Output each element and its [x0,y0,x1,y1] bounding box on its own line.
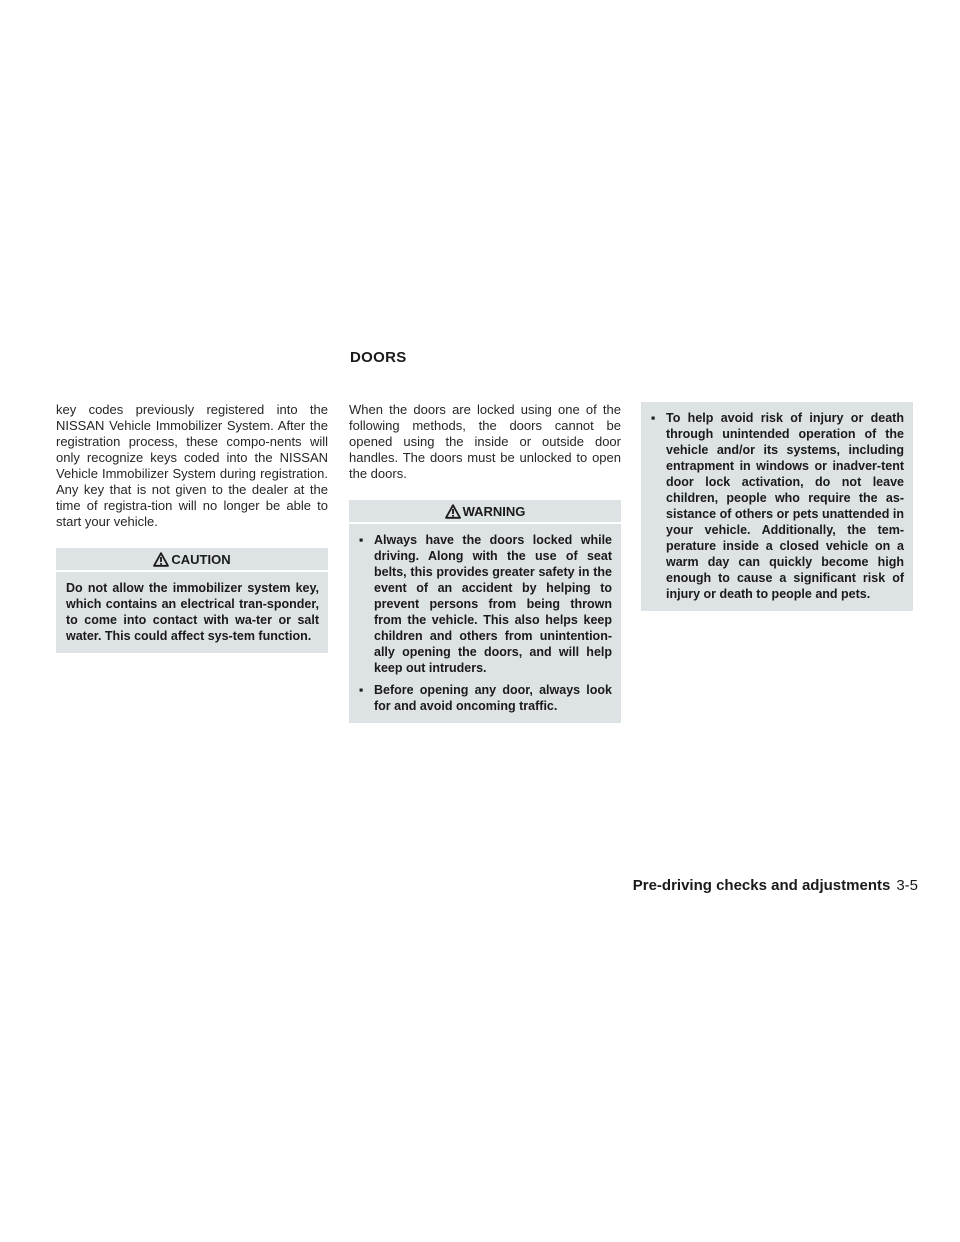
warning-label: WARNING [462,503,526,519]
warning-triangle-icon [153,552,169,567]
list-item [651,410,904,602]
footer-section-title: Pre-driving checks and adjustments [632,877,891,894]
warning-list [359,532,612,714]
page-footer [633,877,918,894]
section-heading: DOORS [350,349,407,366]
caution-label: CAUTION [171,551,231,567]
list-item [359,532,612,676]
warning-triangle-icon [445,504,461,519]
warning-list [651,410,904,602]
warning-body [641,402,913,611]
caution-header [56,548,328,572]
caution-text: Do not allow the immobilizer system key, which contains an electrical tran-sponder, to come into contact with wa-ter or salt water. This could affect sys-tem function. [66,581,319,643]
warning-body [349,524,621,723]
caution-box [56,548,328,653]
bullet-marker: ▪ [359,533,364,547]
bullet-marker: ▪ [651,411,656,425]
caution-body [56,572,328,653]
page-number: 3-5 [896,877,918,894]
bullet-marker: ▪ [359,683,364,697]
column-3 [641,402,913,611]
warning-box [349,500,621,723]
list-item-text: Before opening any door, always look for and avoid oncoming traffic. [374,683,612,713]
list-item-text: Always have the doors locked while driving. Along with the use of seat belts, this provides greater safety in the event of an accident by helping to prevent persons from being thrown from the vehicle. This also helps keep children and others from unintention-ally opening the doors, and will help keep out intruders. [374,533,612,675]
column-2 [349,402,621,723]
list-item [359,682,612,714]
column-1 [56,402,328,653]
warning-header [349,500,621,524]
warning-box-continued [641,402,913,611]
body-paragraph: key codes previously registered into the NISSAN Vehicle Immobilizer System. After the registration process, these compo-nents will only recognize keys coded into the NISSAN Vehicle Immobilizer System during registration. Any key that is not given to the dealer at the time of registra-tion will no longer be able to start your vehicle. [56,402,328,529]
body-paragraph: When the doors are locked using one of the following methods, the doors cannot be opened using the inside or outside door handles. The doors must be unlocked to open the doors. [349,402,621,481]
list-item-text: To help avoid risk of injury or death through unintended operation of the vehicle and/or its systems, including entrapment in windows or inadver-tent door lock activation, do not leave children, people who require the as-sistance of others or pets unattended in your vehicle. Additionally, the tem-perature inside a closed vehicle on a warm day can quickly become high enough to cause a significant risk of injury or death to people and pets. [666,411,904,601]
